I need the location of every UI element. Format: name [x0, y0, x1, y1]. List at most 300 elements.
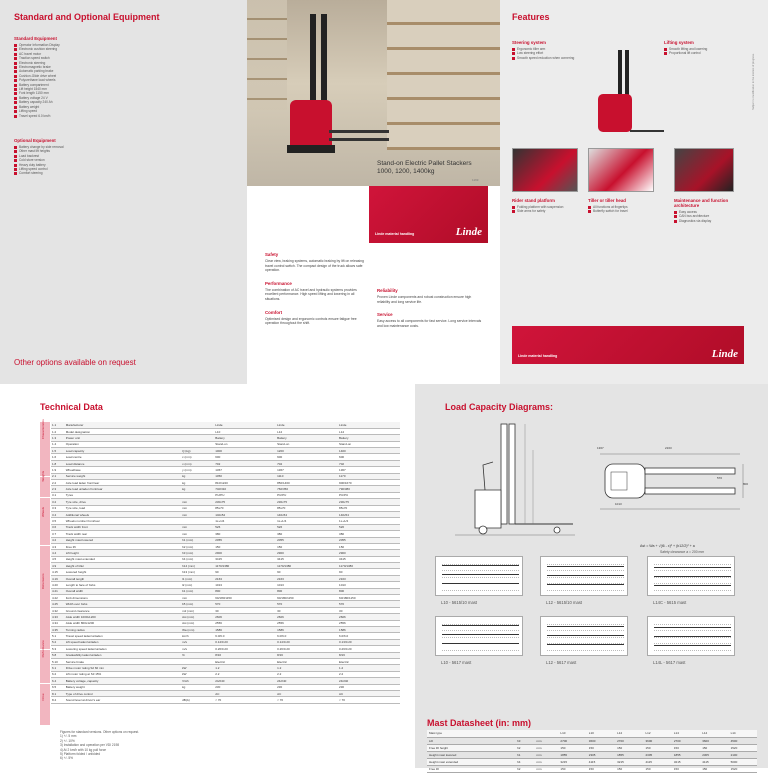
mast-header-cell: L12 — [644, 730, 672, 737]
spec-cell: 702 — [214, 460, 276, 466]
graph-curve — [547, 626, 624, 627]
spec-cell: 30 — [276, 607, 338, 613]
spec-cell: Tyres — [65, 492, 181, 498]
load-capacity-title: Load Capacity Diagrams: — [445, 402, 554, 412]
spec-cell: 8.1 — [51, 690, 65, 696]
spec-cell: 60/180/1150 — [276, 595, 338, 601]
spec-cell: 570 — [276, 601, 338, 607]
lifting-item: Smooth lifting and lowering — [664, 47, 744, 51]
legal-note: Subject to modification in the interest of progress. — [752, 53, 755, 110]
text-section — [377, 288, 485, 304]
text-section-body: Optimised design and ergonomic controls ensure fatigue free operation throughout the shift. — [265, 316, 357, 326]
optional-item: Cold store version — [14, 158, 233, 162]
mast-cell: 2305 — [644, 751, 672, 758]
graph-caption: L12 - 5617 mast — [546, 660, 577, 665]
text-section-title: Safety — [265, 252, 279, 257]
group-label — [40, 640, 50, 685]
mast-cell: 3600 — [700, 737, 728, 744]
text-section-body: The combination of AC travel and hydraulic systems provides excellent performance. High speed lifting and lowering in all situations. — [265, 287, 357, 301]
spec-cell: 2163 — [214, 575, 276, 581]
spec-cell: 1170/1380 — [276, 563, 338, 569]
mast-cell: 150 — [615, 765, 643, 772]
mast-cell: Height mast extended — [427, 758, 515, 765]
spec-cell: 4.20 — [51, 582, 65, 588]
mast-cell: h3 — [515, 737, 534, 744]
tiller-list — [588, 205, 660, 214]
spec-cell: 4.4 — [51, 550, 65, 556]
mast-cell: 4500 — [729, 737, 757, 744]
spec-cell: m/s — [181, 646, 214, 652]
spec-cell: 2055 — [214, 537, 276, 543]
cover-banner — [369, 186, 488, 243]
spec-cell: 600 — [214, 454, 276, 460]
tiller-heading: Tiller or tiller head — [588, 198, 626, 203]
spec-cell: Linde — [276, 422, 338, 428]
text-section-body: Clear view, braking systems, automatic braking by lift on releasing travel control switch. The compact design of the truck allows safe operation. — [265, 259, 364, 273]
text-section-title: Service — [377, 312, 393, 318]
spec-cell: 1.4 — [51, 441, 65, 447]
mast-header-cell: Mast type — [427, 730, 515, 737]
graph-curve — [654, 567, 731, 568]
spec-cell: kg — [181, 480, 214, 486]
mast-cell: 2100 — [729, 751, 757, 758]
spec-cell: 150 — [338, 543, 400, 549]
spec-cell: 60/180/1150 — [338, 595, 400, 601]
spec-cell: Ast (mm) — [181, 614, 214, 620]
spec-cell: 2055 — [338, 537, 400, 543]
spec-cell: L10 — [214, 428, 276, 434]
dim-label-4: 570 — [717, 476, 723, 480]
spec-cell: 702 — [338, 460, 400, 466]
group-label-text: Performance — [41, 640, 45, 658]
spec-cell: Operation — [65, 441, 181, 447]
spec-cell: Turning radius — [65, 627, 181, 633]
spec-cell: 0.26/0.20 — [214, 646, 276, 652]
spec-cell: 24/240 — [338, 678, 400, 684]
spec-cell: 1000 — [214, 448, 276, 454]
standard-item: Fork length 1150 mm — [14, 91, 233, 95]
spec-cell: 24/240 — [214, 678, 276, 684]
graph-gridline — [547, 630, 624, 631]
maintenance-heading: Maintenance and function architecture — [674, 198, 729, 208]
side-view-drawing — [445, 420, 580, 540]
spec-cell: Battery — [338, 435, 400, 441]
spec-cell: < 70 — [276, 697, 338, 703]
spec-cell: 380 — [214, 531, 276, 537]
stacker-photo — [590, 50, 662, 140]
spec-cell: 850/1460 — [276, 480, 338, 486]
spec-cell: Stand-on — [214, 441, 276, 447]
spec-cell: 1x+1/4 — [214, 518, 276, 524]
detail-photo-1 — [512, 148, 578, 192]
spec-cell: 380 — [338, 531, 400, 537]
graph-curve — [654, 645, 731, 646]
graph-curve — [654, 627, 731, 628]
spec-cell: Axle load laden front/rear — [65, 480, 181, 486]
graph-curve — [547, 575, 624, 576]
spec-cell: Electric — [338, 658, 400, 664]
spec-cell: 1.2 — [214, 665, 276, 671]
spec-cell: m2 (mm) — [181, 607, 214, 613]
spec-cell: 760/350 — [276, 486, 338, 492]
tech-data-title: Technical Data — [40, 402, 103, 412]
lifting-list — [664, 47, 744, 56]
optional-item: Load backrest — [14, 154, 233, 158]
group-label — [40, 498, 50, 546]
spec-cell: 1.1 — [51, 422, 65, 428]
graph-gridline — [547, 590, 624, 591]
spec-cell: Wa (mm) — [181, 627, 214, 633]
spec-cell: 1013 — [338, 582, 400, 588]
mast-cell: 150 — [587, 744, 615, 751]
group-label-text: Drive — [41, 693, 45, 701]
mast-datasheet-title: Mast Datasheet (in: mm) — [427, 718, 532, 728]
spec-cell: 230x75 — [276, 499, 338, 505]
mast-cell: 3215 — [672, 758, 700, 765]
spec-cell: 600 — [338, 454, 400, 460]
spec-cell: 30 — [338, 607, 400, 613]
graph-curve — [442, 565, 519, 566]
spec-cell: V/Ah — [181, 678, 214, 684]
graph-gridline — [442, 637, 519, 638]
mast-table — [427, 730, 757, 773]
mast-header-cell: L14 — [672, 730, 700, 737]
spec-cell: 526 — [276, 524, 338, 530]
footnote: 2) +/- 10% — [60, 738, 75, 743]
group-label-text: Characteristics — [41, 419, 45, 440]
spec-cell: 3.2 — [51, 499, 65, 505]
graph-caption: L10 - 5615/10 mast — [441, 600, 478, 605]
graph-gridline — [547, 564, 624, 565]
spec-cell: Track width rear — [65, 531, 181, 537]
features-panel — [500, 0, 768, 384]
mast-cell: mm — [535, 751, 559, 758]
mast-row — [427, 744, 757, 751]
maintenance-item: Diagnostics via display — [674, 219, 754, 223]
spec-cell: 1367 — [276, 467, 338, 473]
spec-cell: 1.2 — [338, 665, 400, 671]
spec-cell: kg — [181, 473, 214, 479]
spec-cell: h13 (mm) — [181, 569, 214, 575]
equipment-panel — [0, 0, 247, 384]
spec-cell: kg — [181, 684, 214, 690]
features-slogan: Linde material handling — [518, 354, 558, 358]
spec-cell: Overall width — [65, 588, 181, 594]
spec-cell: 4.34 — [51, 620, 65, 626]
spec-cell: Battery — [276, 435, 338, 441]
graph-gridline — [442, 577, 519, 578]
spec-cell: Linde — [214, 422, 276, 428]
spec-cell: Load centre — [65, 454, 181, 460]
optional-item: Heavy duty battery — [14, 163, 233, 167]
spec-cell: kW — [181, 665, 214, 671]
mast-cell: h2 — [515, 744, 534, 751]
standard-list — [14, 43, 233, 118]
spec-cell: Ground clearance — [65, 607, 181, 613]
spec-cell: PU/PU — [276, 492, 338, 498]
mast-cell: h2 — [515, 765, 534, 772]
text-section-body: Easy access to all components for fast service. Long service intervals and low maintenance costs. — [377, 319, 482, 328]
spec-cell: Tyre size, drive — [65, 499, 181, 505]
load-graph — [540, 556, 628, 596]
graph-gridline — [654, 650, 731, 651]
spec-cell: 3.5 — [51, 518, 65, 524]
spec-cell: AC — [214, 690, 276, 696]
spec-cell: 2900 — [338, 550, 400, 556]
text-section — [265, 281, 370, 302]
spec-cell: 1170 — [338, 473, 400, 479]
options-note: Other options available on request — [14, 358, 136, 367]
graph-gridline — [547, 637, 624, 638]
spec-table — [51, 422, 400, 704]
mast-cell: 150 — [558, 765, 586, 772]
spec-cell: 1400 — [338, 448, 400, 454]
spec-cell: 4.21 — [51, 588, 65, 594]
graph-caption: L14C - 5615 mast — [653, 600, 687, 605]
spec-cell: Height mast extended — [65, 556, 181, 562]
spec-cell: kg — [181, 486, 214, 492]
spec-cell: 2.2 — [276, 671, 338, 677]
spec-cell: 800 — [338, 588, 400, 594]
spec-cell: < 70 — [338, 697, 400, 703]
mast-cell: 150 — [700, 765, 728, 772]
spec-cell: 800 — [214, 588, 276, 594]
mast-header-cell: L12 — [615, 730, 643, 737]
standard-heading: Standard Equipment — [14, 36, 57, 41]
spec-cell: 0.26/0.20 — [338, 646, 400, 652]
optional-item: Comfort steering — [14, 171, 233, 175]
mast-header-cell — [515, 730, 534, 737]
spec-cell: 526 — [338, 524, 400, 530]
steering-item: Smooth speed reduction when cornering — [512, 56, 592, 60]
text-section-title: Comfort — [265, 309, 283, 315]
mast-header-cell: L10 — [587, 730, 615, 737]
spec-cell: 2163 — [338, 575, 400, 581]
spec-cell: 2556 — [338, 620, 400, 626]
graph-gridline — [654, 570, 731, 571]
spec-cell: 3.3 — [51, 505, 65, 511]
spec-cell: 1.2 — [276, 665, 338, 671]
rider-heading: Rider stand platform — [512, 198, 555, 203]
mast-header-cell: L14 — [700, 730, 728, 737]
spec-cell: 0.13/0.20 — [338, 639, 400, 645]
footnotes — [60, 730, 380, 761]
spec-cell: 380 — [276, 531, 338, 537]
spec-table-wrap — [40, 419, 400, 728]
spec-cell: Additional wheels — [65, 511, 181, 517]
optional-item: Battery change by side removal — [14, 145, 233, 149]
mast-cell: 3600 — [644, 737, 672, 744]
spec-cell: 1.5 — [51, 448, 65, 454]
detail-photo-3 — [674, 148, 734, 192]
graph-curve — [654, 576, 731, 577]
standard-item: Cushion-Glide drive wheel — [14, 74, 233, 78]
footnote: 4) At 2 km/h with 10 kg pull force — [60, 747, 107, 752]
spec-cell: 810/1240 — [214, 480, 276, 486]
graph-gridline — [654, 583, 731, 584]
graph-curve — [442, 634, 519, 635]
optional-item: Other mast lift heights — [14, 149, 233, 153]
graph-gridline — [442, 570, 519, 571]
spec-cell: 1586 — [338, 627, 400, 633]
top-view-drawing — [595, 444, 755, 534]
equipment-title: Standard and Optional Equipment — [14, 12, 160, 22]
spec-cell: 2606 — [276, 614, 338, 620]
spec-cell: Length to face of forks — [65, 582, 181, 588]
spec-cell: 3.1 — [51, 492, 65, 498]
graph-gridline — [654, 643, 731, 644]
spec-cell: l2 (mm) — [181, 582, 214, 588]
spec-cell: Service weight — [65, 473, 181, 479]
mast-cell: 150 — [644, 744, 672, 751]
spec-cell: Height of tiller — [65, 563, 181, 569]
mast-cell: 2700 — [672, 737, 700, 744]
spec-cell: Model designation — [65, 428, 181, 434]
spec-cell: 6.0/6.0 — [214, 633, 276, 639]
spec-cell: 0.14/0.20 — [276, 639, 338, 645]
tech-data-panel — [0, 384, 415, 768]
spec-cell: 1x+1/4 — [276, 518, 338, 524]
spec-cell: h14 (mm) — [181, 563, 214, 569]
spec-cell: 2.3 — [51, 486, 65, 492]
mast-row — [427, 765, 757, 772]
mast-cell: 150 — [558, 744, 586, 751]
mast-cell: 2700 — [558, 737, 586, 744]
standard-item: Traction speed switch — [14, 56, 233, 60]
standard-item: Lift height 1540 mm — [14, 87, 233, 91]
spec-cell: 600 — [276, 454, 338, 460]
spec-cell: 2.2 — [51, 480, 65, 486]
text-section-title: Performance — [265, 280, 292, 286]
graph-gridline — [547, 624, 624, 625]
spec-cell: 4.3 — [51, 543, 65, 549]
spec-cell: 140x54 — [338, 511, 400, 517]
mast-cell: mm — [535, 744, 559, 751]
spec-cell: mm — [181, 505, 214, 511]
mast-cell: 3600 — [587, 737, 615, 744]
spec-cell: 1586 — [214, 627, 276, 633]
spec-cell: 2606 — [338, 614, 400, 620]
spec-cell: 3.4 — [51, 511, 65, 517]
linde-logo-2: Linde — [711, 348, 738, 360]
spec-cell: Width over forks — [65, 601, 181, 607]
mast-cell: 3215 — [558, 758, 586, 765]
spec-cell: 702 — [276, 460, 338, 466]
spec-cell: 1.3 — [51, 435, 65, 441]
mast-row — [427, 751, 757, 758]
spec-cell: 4.22 — [51, 595, 65, 601]
graph-gridline — [654, 564, 731, 565]
mast-cell: 4115 — [700, 758, 728, 765]
spec-cell: 2556 — [214, 620, 276, 626]
spec-cell: 2606 — [214, 614, 276, 620]
spec-cell: 1.6 — [51, 454, 65, 460]
spec-cell: 140x54 — [276, 511, 338, 517]
spec-cell: 150 — [276, 543, 338, 549]
graph-caption: L10 - 5617 mast — [441, 660, 472, 665]
spec-cell: Gradeability laden/unladen — [65, 652, 181, 658]
features-banner — [512, 326, 744, 364]
mast-cell: 4115 — [587, 758, 615, 765]
graph-gridline — [442, 630, 519, 631]
spec-cell: 4.33 — [51, 614, 65, 620]
spec-cell: 230 — [338, 684, 400, 690]
standard-item: Electromagnetic brake — [14, 65, 233, 69]
mast-header-cell: L10 — [558, 730, 586, 737]
spec-cell: Track width front — [65, 524, 181, 530]
spec-cell: Linde — [338, 422, 400, 428]
group-label-text: Wheels — [41, 506, 45, 517]
spec-cell: Wheels number front/rear — [65, 518, 181, 524]
text-section — [265, 252, 370, 273]
spec-cell: mm — [181, 531, 214, 537]
spec-cell: 8.4 — [51, 697, 65, 703]
spec-cell: 8/16 — [338, 652, 400, 658]
spec-cell: y (mm) — [181, 467, 214, 473]
footnote: 5) Platform folded / unfolded — [60, 752, 101, 757]
spec-cell: 1367 — [338, 467, 400, 473]
group-label — [40, 470, 50, 498]
spec-cell: 1.8 — [51, 460, 65, 466]
spec-cell: 6.2 — [51, 671, 65, 677]
model-code: 1169 — [472, 178, 479, 182]
standard-item: Operator Information Display — [14, 43, 233, 47]
lifting-item: Proportional lift control — [664, 51, 744, 55]
spec-cell: c (mm) — [181, 454, 214, 460]
standard-item: AC travel motor — [14, 52, 233, 56]
mast-cell: 1855 — [615, 751, 643, 758]
spec-row — [51, 697, 400, 703]
spec-cell: h4 (mm) — [181, 556, 214, 562]
spec-cell: 3.7 — [51, 531, 65, 537]
spec-cell: 3415 — [338, 556, 400, 562]
spec-cell: km/h — [181, 633, 214, 639]
spec-cell: 1586 — [276, 627, 338, 633]
spec-cell: 2.2 — [338, 671, 400, 677]
spec-cell: m/s — [181, 639, 214, 645]
spec-cell: Power unit — [65, 435, 181, 441]
cover-slogan: Linde material handling — [375, 232, 415, 236]
mast-cell: 1520 — [729, 765, 757, 772]
spec-cell: Type of drive control — [65, 690, 181, 696]
spec-cell: Stand-on — [338, 441, 400, 447]
spec-cell: 0.14/0.20 — [214, 639, 276, 645]
mast-cell: Free lift height — [427, 744, 515, 751]
mast-cell: 2305 — [587, 751, 615, 758]
spec-cell: 5.8 — [51, 652, 65, 658]
rider-list — [512, 205, 584, 214]
spec-cell: 85x70 — [276, 505, 338, 511]
spec-cell: 1110 — [276, 473, 338, 479]
spec-cell: 85x70 — [214, 505, 276, 511]
group-label — [40, 419, 50, 477]
load-capacity-panel — [415, 384, 768, 771]
mast-cell: 150 — [700, 744, 728, 751]
standard-item: Automatic parking brake — [14, 69, 233, 73]
standard-item: Battery capacity 240 Ah — [14, 100, 233, 104]
linde-logo: Linde — [455, 226, 482, 238]
spec-cell: 526 — [214, 524, 276, 530]
spec-cell: Wheelbase — [65, 467, 181, 473]
spec-cell: Ast (mm) — [181, 620, 214, 626]
spec-cell: 90 — [276, 569, 338, 575]
steering-item: Low steering effort — [512, 51, 592, 55]
spec-cell: 5.1 — [51, 633, 65, 639]
load-graph — [647, 556, 735, 596]
optional-list — [14, 145, 233, 176]
mast-cell: mm — [535, 737, 559, 744]
footnote: 6) +/- 5% — [60, 756, 74, 761]
